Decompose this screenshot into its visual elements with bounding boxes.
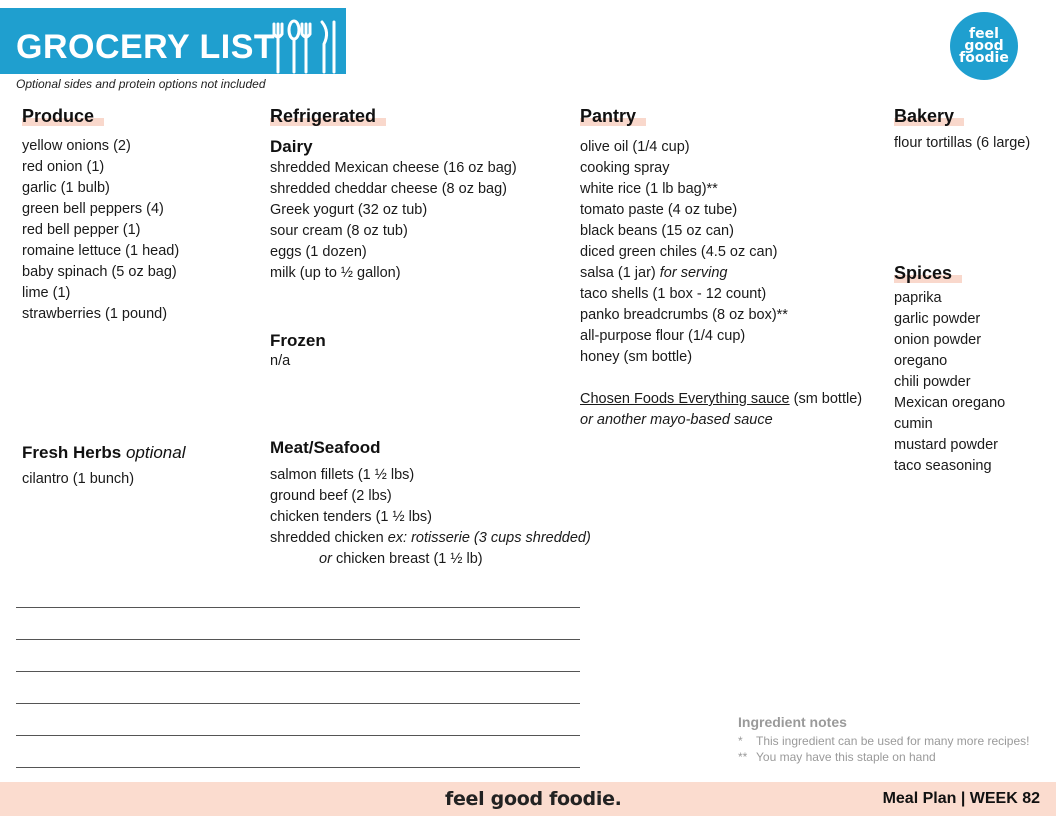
frozen-list [270,351,290,372]
alt-item: chicken breast (1 ½ lb) [335,551,483,567]
list-item: Mexican oregano [894,395,1006,411]
produce-list [22,136,179,325]
list-item: sour cream (8 oz tub) [270,223,408,239]
notes-title: Ingredient notes [738,714,847,730]
page-title: GROCERY LIST [16,28,276,66]
list-item: diced green chiles (4.5 oz can) [580,244,778,260]
fresh-herbs-heading [22,443,186,463]
alt-prefix: or [319,551,332,567]
note-mark: * [738,734,743,748]
list-item: taco seasoning [894,458,992,474]
footer-brand-logo: feel good foodie. [445,788,622,810]
list-item [270,528,591,549]
bakery-heading: Bakery [894,106,955,126]
list-item: cumin [894,416,933,432]
list-item: baby spinach (5 oz bag) [22,264,177,280]
utensils-icon [272,18,342,74]
list-item: taco shells (1 box - 12 count) [580,286,767,302]
fresh-herbs-list [22,469,134,490]
list-item: shredded Mexican cheese (16 oz bag) [270,160,517,176]
blank-write-line[interactable] [16,639,580,640]
list-item: tomato paste (4 oz tube) [580,202,738,218]
spices-list [894,288,1005,477]
list-item: paprika [894,290,942,306]
list-item: lime (1) [22,285,71,301]
list-item [270,549,591,570]
list-item: eggs (1 dozen) [270,244,367,260]
shredded-chicken-label: shredded chicken [270,530,384,546]
list-item: ground beef (2 lbs) [270,488,392,504]
list-item: cilantro (1 bunch) [22,471,135,487]
list-item [580,410,862,431]
list-item [580,389,862,410]
pantry-sauce-list [580,389,862,431]
salsa-label: salsa (1 jar) [580,265,656,281]
list-item [580,263,788,284]
blank-write-line[interactable] [16,671,580,672]
list-item: green bell peppers (4) [22,201,164,217]
list-item: flour tortillas (6 large) [894,135,1031,151]
title-banner [0,8,346,74]
produce-heading: Produce [22,106,95,126]
fresh-herbs-note: optional [125,443,186,462]
logo-line: good [964,38,1004,54]
page-subtitle: Optional sides and protein options not included [16,77,266,91]
dairy-list [270,158,517,284]
list-item: honey (sm bottle) [580,349,693,365]
brand-logo [950,12,1018,80]
list-item: onion powder [894,332,982,348]
spices-heading: Spices [894,263,953,283]
list-item: chicken tenders (1 ½ lbs) [270,509,432,525]
blank-write-line[interactable] [16,607,580,608]
list-item: milk (up to ½ gallon) [270,265,401,281]
list-item: chili powder [894,374,971,390]
list-item: shredded cheddar cheese (8 oz bag) [270,181,507,197]
note-item [738,734,1029,748]
note-text: This ingredient can be used for many more recipes! [756,734,1030,748]
list-item: red onion (1) [22,159,105,175]
list-item: romaine lettuce (1 head) [22,243,180,259]
note-text: You may have this staple on hand [756,750,936,764]
footer-week-label: Meal Plan | WEEK 82 [882,790,1040,807]
list-item: cooking spray [580,160,670,176]
bakery-list [894,133,1030,154]
footer-bar [0,782,1056,816]
meat-seafood-list [270,465,591,570]
list-item: panko breadcrumbs (8 oz box)** [580,307,788,323]
shredded-chicken-note: ex: rotisserie (3 cups shredded) [387,530,591,546]
logo-line: feel [969,26,999,42]
list-item: olive oil (1/4 cup) [580,139,690,155]
frozen-heading: Frozen [270,331,326,350]
list-item: garlic (1 bulb) [22,180,110,196]
note-mark: ** [738,750,748,764]
fresh-herbs-title: Fresh Herbs [22,443,122,462]
dairy-subheading: Dairy [270,137,313,156]
blank-write-line[interactable] [16,735,580,736]
note-item [738,750,936,764]
blank-write-line[interactable] [16,703,580,704]
list-item: garlic powder [894,311,981,327]
list-item: n/a [270,353,291,369]
list-item: strawberries (1 pound) [22,306,168,322]
list-item: Greek yogurt (32 oz tub) [270,202,428,218]
meat-seafood-heading: Meat/Seafood [270,438,381,457]
sauce-size: (sm bottle) [793,391,863,407]
list-item: salmon fillets (1 ½ lbs) [270,467,415,483]
list-item: yellow onions (2) [22,138,131,154]
list-item: oregano [894,353,948,369]
pantry-heading: Pantry [580,106,637,126]
salsa-note: for serving [659,265,728,281]
blank-write-line[interactable] [16,767,580,768]
list-item: red bell pepper (1) [22,222,141,238]
pantry-list [580,137,788,368]
sauce-alt: or another mayo-based sauce [580,412,773,428]
list-item: black beans (15 oz can) [580,223,734,239]
list-item: all-purpose flour (1/4 cup) [580,328,746,344]
list-item: white rice (1 lb bag)** [580,181,718,197]
sauce-link[interactable]: Chosen Foods Everything sauce [580,391,790,407]
list-item: mustard powder [894,437,998,453]
logo-line: foodie [959,50,1009,66]
refrigerated-heading: Refrigerated [270,106,377,126]
